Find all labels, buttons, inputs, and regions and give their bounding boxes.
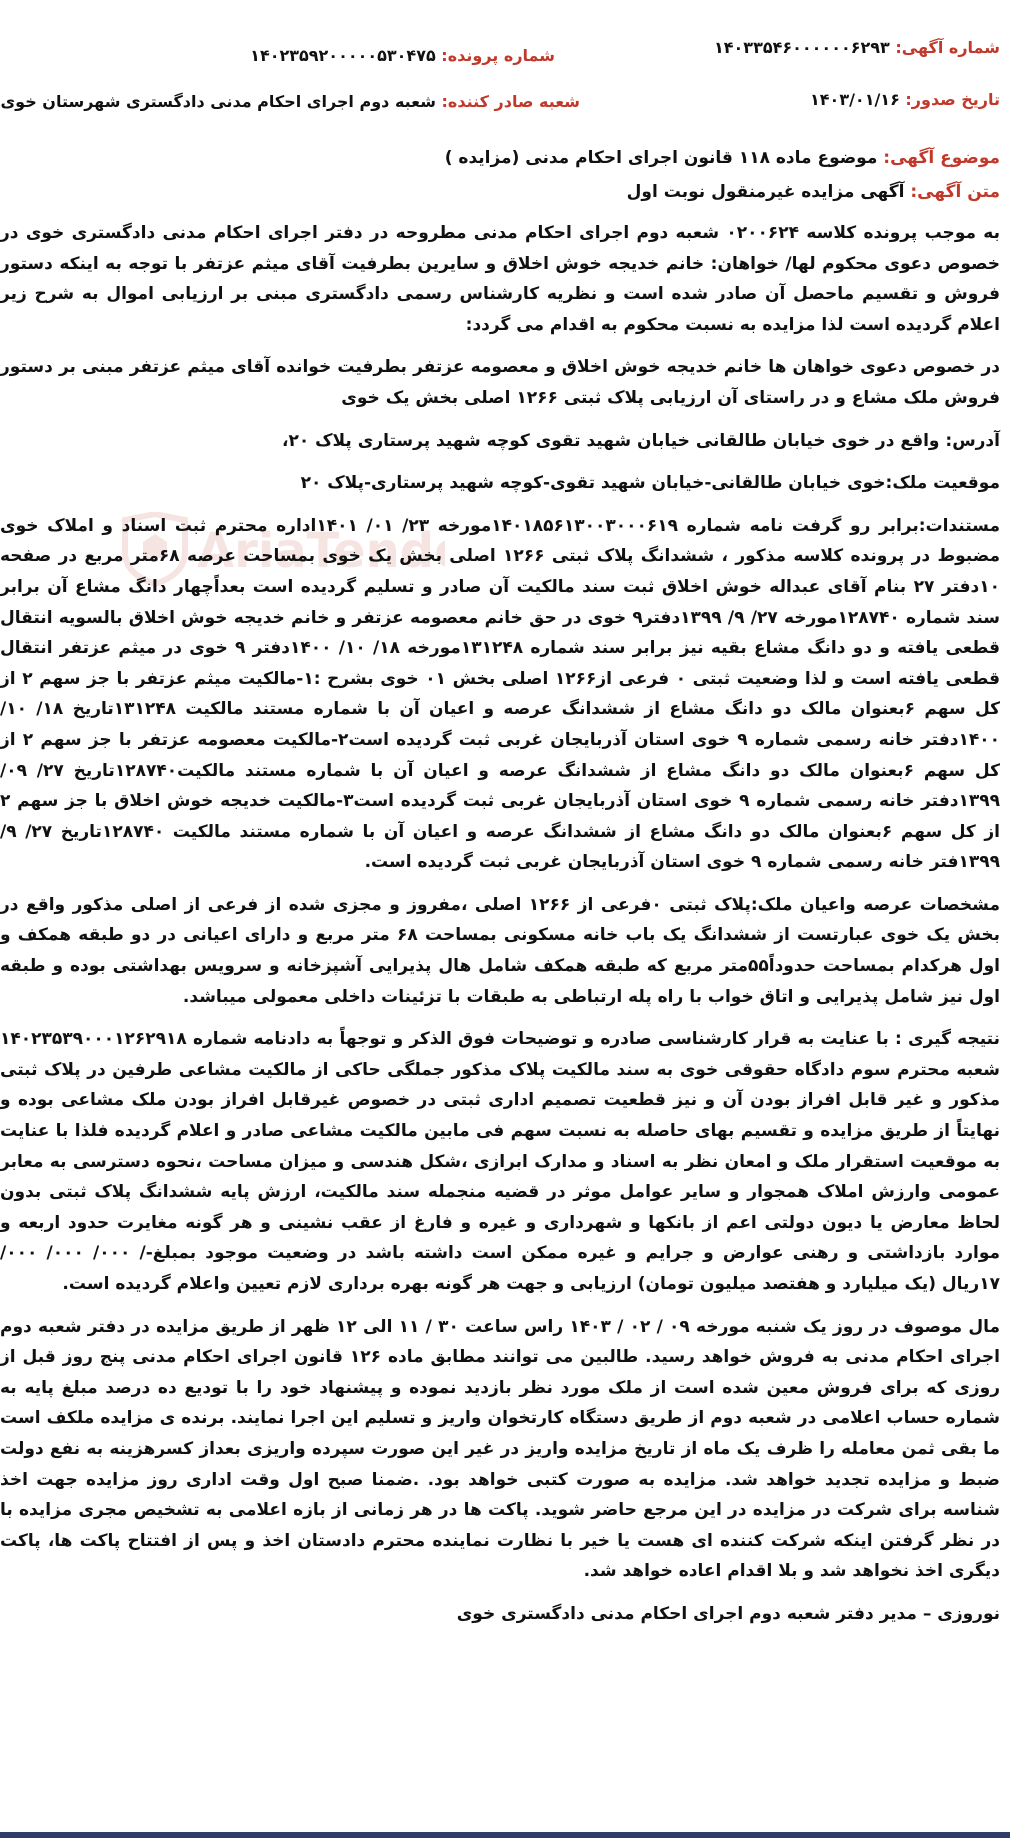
- subject-line: [0, 148, 1000, 168]
- signature: نوروزی – مدیر دفتر شعبه دوم اجرای احکام مدنی دادگستری خوی: [456, 1603, 1000, 1624]
- issuing-branch-label: شعبه صادر کننده:: [441, 92, 580, 111]
- paragraph-auction-terms: مال موصوف در روز یک شنبه مورخه ۰۹ / ۰۲ / ۱۴۰۳ راس ساعت ۳۰ / ۱۱ الی ۱۲ ظهر از طریق مزایده در دفتر شعبه دوم اجرای احکام مدنی به فروش خواهد رسید. طالبین می توانند مطابق ماده ۱۲۶ قانون اجرای احکام مدنی پنج روز قبل از روزی که برای فروش معین شده است از ملک مورد نظر بازدید نموده و پیشنهاد خود را با تودیع ده درصد مبلغ پایه به شماره حساب اعلامی در شعبه دوم از طریق دستگاه کارتخوان واریز و تسلیم این اجرا نمایند. برنده ی مزایده ملکف است ما بقی ثمن معامله را ظرف یک ماه از تاریخ مزایده واریز در غیر این صورت سپرده واریزی بعداز کسرهزینه به نفع دولت ضبط و مزایده تجدید خواهد شد. مزایده به صورت کتبی خواهد بود. .ضمنا صبح اول وقت اداری روز مزایده جهت اخذ شناسه برای شرکت در مزایده در این مرجع حاضر شوید. پاکت ها در هر زمانی از بازه اعلامی به تشخیص مجری مزایده با در نظر گرفتن اینکه شرکت کننده ای هست یا خیر با نظارت نماینده محترم دادستان اخذ و پس از افتتاح پاکت ها، پاکت دیگری اخذ نخواهد شد و بلا اقدام اعاده خواهد شد.: [0, 1316, 1000, 1582]
- ad-number: [714, 38, 1000, 57]
- subject-label: موضوع آگهی:: [883, 148, 1000, 168]
- paragraph-address: آدرس: واقع در خوی خیابان طالقانی خیابان شهید تقوی کوچه شهید پرستاری پلاک ۲۰،: [281, 430, 1000, 451]
- paragraph-conclusion: نتیجه گیری : با عنایت به قرار کارشناسی صادره و توضیحات فوق الذکر و توجهاً به دادنامه شماره ۱۴۰۲۳۵۳۹۰۰۰۱۲۶۲۹۱۸ شعبه محترم سوم دادگاه حقوقی خوی به سند مالکیت پلاک مذکور جملگی حاکی از مالکیت مشاعی طرفین در پلاک ثبتی مذکور و غیر قابل افراز بودن آن و نیز قطعیت تصمیم اداری ثبتی در خصوص غیرقابل افراز بودن ملک مشاعی بوده و نهایتاً از طریق مزایده و تقسیم بهای حاصله به نسبت سهم فی مابین مالکیت مشاعی صادر و اعلام گردیده فلذا با عنایت به موقعیت استقرار ملک و امعان نظر به اسناد و مدارک ابرازی ،شکل هندسی و میزان مساحت ،نحوه دسترسی به معابر عمومی وارزش املاک همجوار و سایر عوامل موثر در قضیه منجمله سند مالکیت، ارزش پایه ششدانگ پلاک ثبتی بدون لحاظ معارض یا دیون دولتی اعم از بانکها و شهرداری و غیره و فارغ از عقب نشینی و هر گونه مغایرت حدود اربعه و موارد بازداشتی و رهنی عوارض و جرایم و غیره ممکن است داشته باشد در وضعیت موجود بمبلغ-/ ۰۰۰/ ۰۰۰/ ۰۰۰/ ۱۷ریال (یک میلیارد و هفتصد میلیون تومان) ارزیابی و جهت هر گونه بهره برداری لازم تعیین واعلام گردیده است.: [0, 1029, 1001, 1294]
- notice-content: [0, 148, 1000, 1642]
- case-number-label: شماره پرونده:: [441, 46, 555, 65]
- ad-number-label: شماره آگهی:: [895, 38, 1000, 57]
- subject-value: موضوع ماده ۱۱۸ قانون اجرای احکام مدنی (مزایده ): [444, 148, 878, 168]
- issuing-branch: [1, 92, 581, 111]
- paragraph-intro: به موجب پرونده کلاسه ۰۲۰۰۶۲۴ شعبه دوم اجرای احکام مدنی مطروحه در دفتر اجرای احکام مدنی دادگستری خوی در خصوص دعوی محکوم لها/ خواهان: خانم خدیجه خوش اخلاق و سایرین بطرفیت آقای میثم عزتفر با توجه به اینکه دستور فروش و تقسیم ماحصل آن صادر شده است و نظریه کارشناس رسمی دادگستری مبنی بر ارزیابی اموال به شرح زیر اعلام گردیده است لذا مزایده به نسبت محکوم به اقدام می گردد:: [0, 223, 1000, 335]
- issue-date: [810, 90, 1000, 109]
- paragraph-specifications: مشخصات عرصه واعیان ملک:پلاک ثبتی ۰فرعی از ۱۲۶۶ اصلی ،مفروز و مجزی شده از فرعی از اصلی مذکور واقع در بخش یک خوی عبارتست از ششدانگ یک باب خانه مسکونی بمساحت ۶۸ متر مربع و دارای اعیانی در دو طبقه همکف و اول هرکدام بمساحت حدوداً۵۵متر مربع که طبقه همکف شامل هال پذیرایی آشپزخانه و سرویس بهداشتی بوده و طبقه اول نیز شامل پذیرایی و اتاق خواب با راه پله ارتباطی به طبقات با تزئینات داخلی معمولی میباشد.: [0, 894, 1001, 1007]
- watermark-text: AriaTend: [197, 523, 435, 579]
- text-title: آگهی مزایده غیرمنقول نوبت اول: [626, 182, 905, 202]
- text-title-line: [0, 182, 1000, 202]
- bottom-bar: [0, 1832, 1010, 1838]
- ad-number-value: ۱۴۰۳۳۵۴۶۰۰۰۰۰۰۶۲۹۳: [714, 38, 890, 57]
- paragraph-location: موقعیت ملک:خوی خیابان طالقانی-خیابان شهید تقوی-کوچه شهید پرستاری-پلاک ۲۰: [300, 473, 1000, 494]
- paragraph-claim: در خصوص دعوی خواهان ها خانم خدیجه خوش اخلاق و معصومه عزتفر بطرفیت خوانده آقای میثم عزتفر مبنی بر دستور فروش ملک مشاع و در راستای آن ارزیابی پلاک ثبتی ۱۲۶۶ اصلی بخش یک خوی: [0, 357, 1000, 408]
- issuing-branch-value: شعبه دوم اجرای احکام مدنی دادگستری شهرستان خوی: [0, 92, 436, 111]
- text-label: متن آگهی:: [910, 182, 1000, 202]
- issue-date-value: ۱۴۰۳/۰۱/۱۶: [810, 90, 900, 109]
- issue-date-label: تاریخ صدور:: [905, 90, 1000, 109]
- case-number: [250, 46, 555, 65]
- case-number-value: ۱۴۰۲۳۵۹۲۰۰۰۰۰۵۳۰۴۷۵: [250, 46, 436, 65]
- paragraph-documents: مستندات:برابر رو گرفت نامه شماره ۱۴۰۱۸۵۶۱۳۰۰۳۰۰۰۶۱۹مورخه ۲۳/ ۰۱/ ۱۴۰۱اداره محترم ثبت اسناد و املاک خوی مضبوط در پرونده کلاسه مذکور ، ششدانگ پلاک ثبتی ۱۲۶۶ اصلی بخش یک خوی بمساحت عرصه ۶۸متر مربع در صفحه ۱۰دفتر ۲۷ بنام آقای عبداله خوش اخلاق ثبت سند مالکیت آن صادر و تسلیم گردیده است بعداًچهار دانگ مشاع آن برابر سند شماره ۱۲۸۷۴۰مورخه ۲۷/ ۹/ ۱۳۹۹دفتر۹ خوی در حق خانم معصومه عزتفر و خانم خدیجه خوش اخلاق بالسویه انتقال قطعی یافته و دو دانگ مشاع بقیه نیز برابر سند شماره ۱۳۱۲۴۸مورخه ۱۸/ ۱۰/ ۱۴۰۰دفتر ۹ خوی در میثم عزتفر انتقال قطعی یافته است و لذا وضعیت ثبتی ۰ فرعی از۱۲۶۶ اصلی بخش ۰۱ خوی بشرح :۱-مالکیت میثم عزتفر با جز سهم ۲ از کل سهم ۶بعنوان مالک دو دانگ مشاع از ششدانگ عرصه و اعیان آن با شماره مستند مالکیت ۱۳۱۲۴۸تاریخ ۱۸/ ۱۰/ ۱۴۰۰دفتر خانه رسمی شماره ۹ خوی استان آذربایجان غربی ثبت گردیده است۲-مالکیت معصومه عزتفر با جز سهم ۲ از کل سهم ۶بعنوان مالک دو دانگ مشاع از ششدانگ عرصه و اعیان آن با شماره مستند مالکیت۱۲۸۷۴۰تاریخ ۲۷/ ۰۹/ ۱۳۹۹دفتر خانه رسمی شماره ۹ خوی استان آذربایجان غربی ثبت گردیده است۳-مالکیت خدیجه خوش اخلاق با جز سهم ۲ از کل سهم ۶بعنوان مالک دو دانگ مشاع از ششدانگ عرصه و اعیان آن با شماره مستند مالکیت ۱۲۸۷۴۰تاریخ ۲۷/ ۹/ ۱۳۹۹فتر خانه رسمی شماره ۹ خوی استان آذربایجان غربی ثبت گردیده است.: [0, 515, 1001, 873]
